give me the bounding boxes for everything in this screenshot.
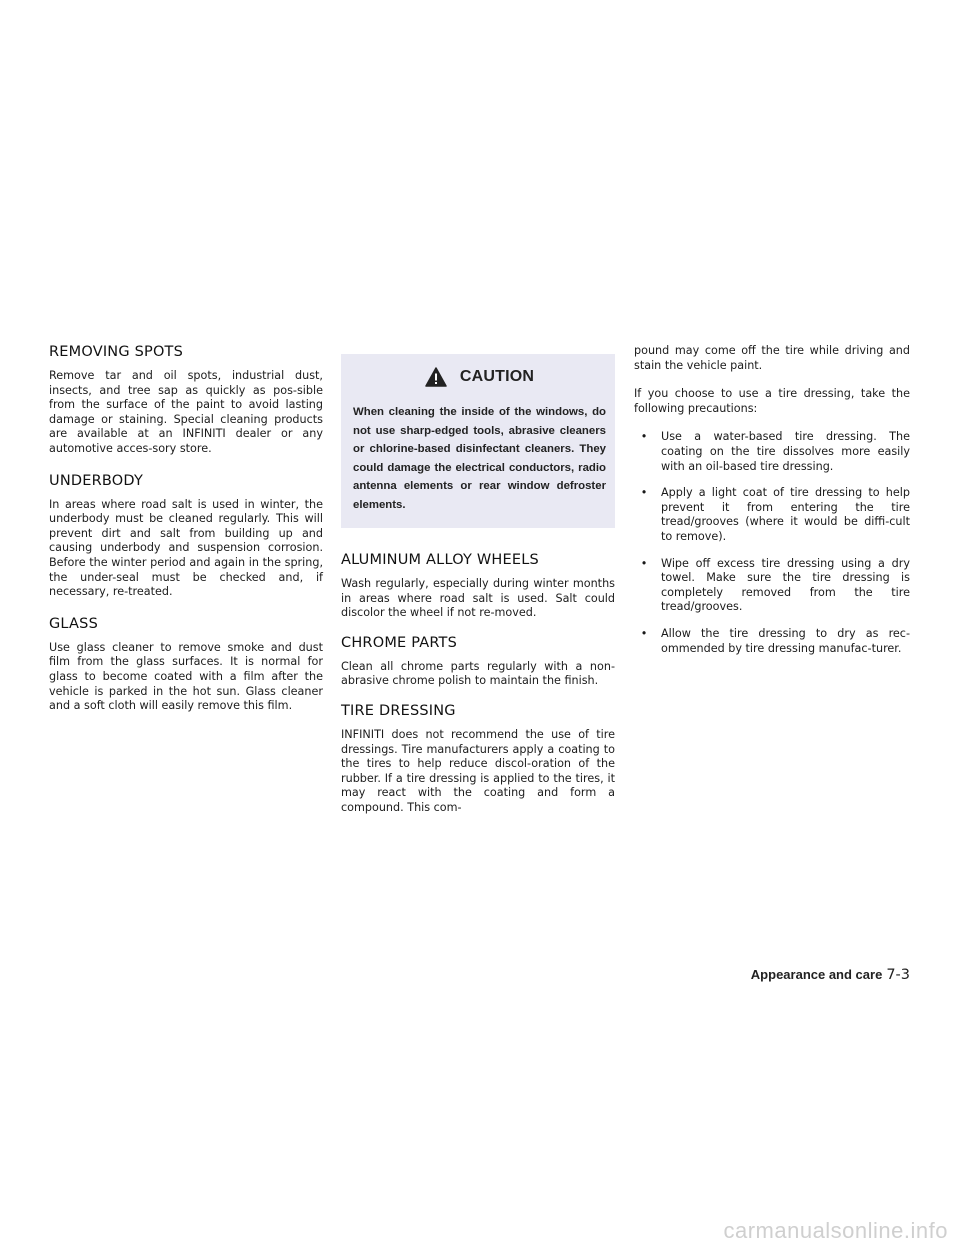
warning-triangle-icon (425, 367, 447, 387)
caution-header (353, 364, 606, 390)
watermark: carmanualsonline.info (723, 1218, 948, 1243)
caution-box (341, 354, 615, 528)
footer-section-title: Appearance and care (750, 967, 883, 982)
list-item (634, 430, 910, 474)
column-3 (634, 344, 910, 668)
paragraph-underbody: In areas where road salt is used in winter, the underbody must be cleaned regularly. This will prevent dirt and salt from building up and causing underbody and suspension corrosion. Before the winter period and again in the spring, the under-seal must be checked and, if necessary, re-treated. (49, 497, 323, 599)
bullet-dot-icon: • (640, 430, 648, 444)
column-2 (341, 344, 615, 830)
bullet-dot-icon: • (640, 486, 648, 500)
heading-glass: GLASS (49, 615, 98, 632)
list-item-text: Wipe off excess tire dressing using a dry towel. Make sure the tire dressing is completely removed from the tire tread/grooves. (661, 556, 910, 614)
page-footer (740, 964, 910, 983)
bullet-dot-icon: • (640, 626, 648, 640)
list-item (634, 557, 910, 615)
heading-tire-dressing: TIRE DRESSING (341, 702, 456, 719)
page-number: 7-3 (886, 967, 910, 983)
heading-underbody: UNDERBODY (49, 472, 143, 489)
list-item-text: Apply a light coat of tire dressing to help prevent it from entering the tire tread/grooves (where it would be diffi-cult to remove). (661, 486, 910, 543)
paragraph-removing-spots: Remove tar and oil spots, industrial dust, insects, and tree sap as quickly as pos-sible from the surface of the paint to avoid lasting damage or staining. Special cleaning products are available at an INFINITI dealer or any automotive acces-sory store. (49, 369, 323, 455)
column-1 (49, 344, 323, 728)
paragraph-glass: Use glass cleaner to remove smoke and dust film from the glass surfaces. It is normal for glass to become coated with a film after the vehicle is parked in the hot sun. Glass cleaner and a soft cloth will easily remove this film. (49, 640, 323, 713)
paragraph-precautions-intro: If you choose to use a tire dressing, take the following precautions: (634, 387, 910, 415)
list-item-text: Use a water-based tire dressing. The coating on the tire dissolves more easily with an oil-based tire dressing. (661, 430, 910, 473)
list-item-text: Allow the tire dressing to dry as rec-ommended by tire dressing manufac-turer. (661, 626, 910, 655)
paragraph-aluminum-alloy-wheels: Wash regularly, especially during winter months in areas where road salt is used. Salt could discolor the wheel if not re-moved. (341, 577, 615, 620)
paragraph-tire-dressing-continued: pound may come off the tire while driving and stain the vehicle paint. (634, 344, 910, 372)
bullet-dot-icon: • (640, 556, 648, 570)
heading-chrome-parts: CHROME PARTS (341, 634, 458, 651)
caution-text: When cleaning the inside of the windows, do not use sharp-edged tools, abrasive cleaners or chlorine-based disinfectant cleaners. They could damage the electrical conductors, radio antenna elements or rear window defroster elements. (353, 406, 606, 511)
paragraph-chrome-parts: Clean all chrome parts regularly with a non-abrasive chrome polish to maintain the finish. (341, 659, 615, 688)
heading-removing-spots: REMOVING SPOTS (49, 344, 184, 360)
precautions-list (634, 430, 910, 656)
caution-title: CAUTION (459, 368, 535, 385)
list-item (634, 627, 910, 656)
list-item (634, 486, 910, 544)
paragraph-tire-dressing: INFINITI does not recommend the use of tire dressings. Tire manufacturers apply a coating to the tires to help reduce discol-oration of the rubber. If a tire dressing is applied to the tires, it may react with the coating and form a compound. This com- (341, 727, 615, 814)
heading-aluminum-alloy-wheels: ALUMINUM ALLOY WHEELS (341, 552, 539, 568)
